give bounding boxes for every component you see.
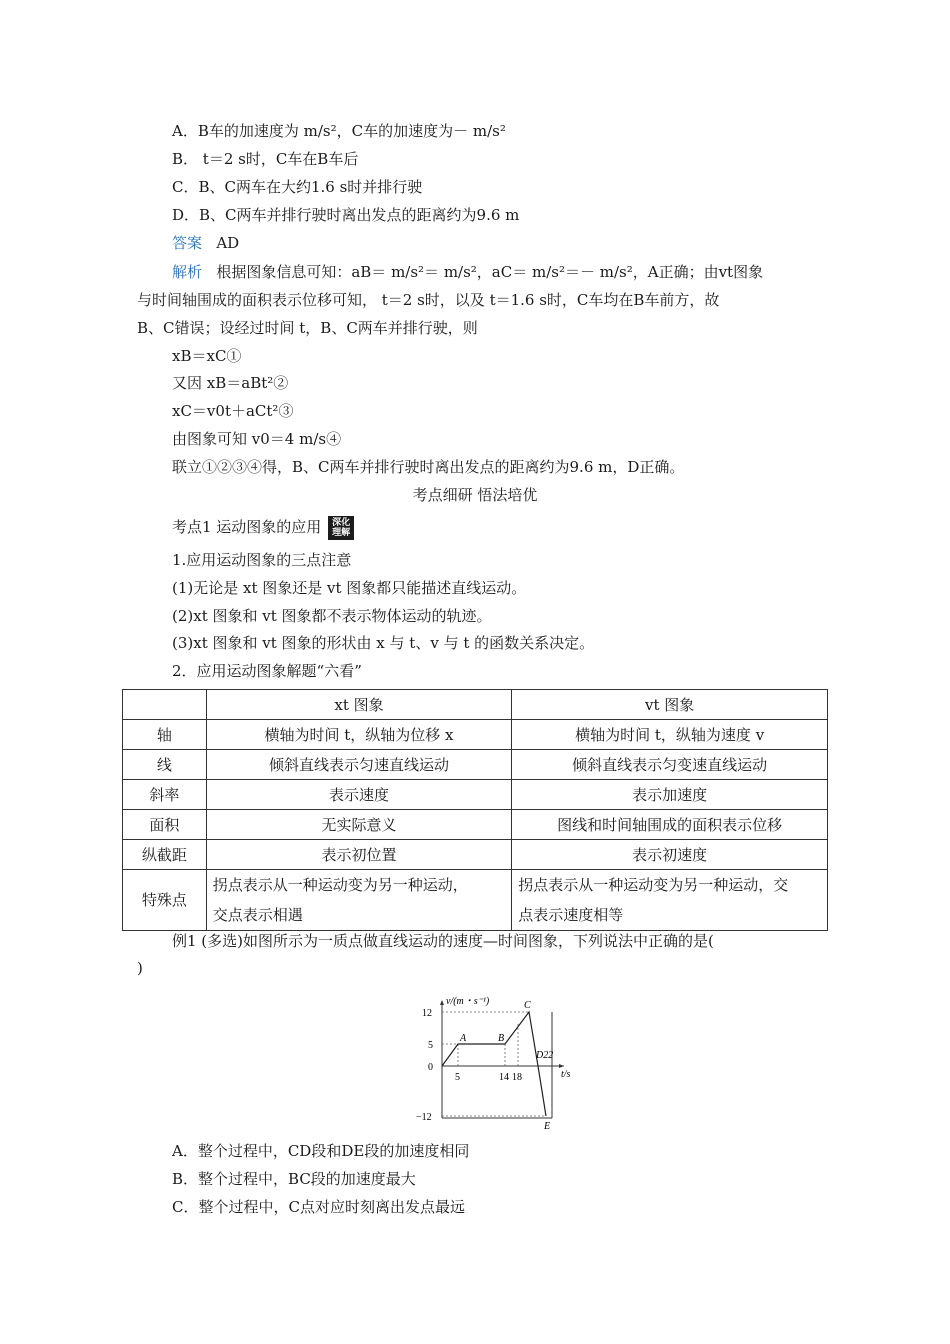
table-row — [123, 840, 828, 870]
ytick-minus12: −12 — [416, 1112, 432, 1123]
ytick-5: 5 — [428, 1040, 433, 1051]
option-d-top: D．B、C两车并排行驶时离出发点的距离约为9.6 m — [172, 206, 520, 224]
table-row — [123, 750, 828, 780]
table-header-row — [123, 690, 828, 720]
table-header-xt: xt 图象 — [206, 690, 512, 720]
badge-top: 深化 — [332, 518, 351, 528]
table-cell-xt: 横轴为时间 t，纵轴为位移 x — [206, 720, 512, 750]
point-a-label: A — [460, 1033, 467, 1044]
note-item-3: (3)xt 图象和 vt 图象的形状由 x 与 t、v 与 t 的函数关系决定。 — [172, 634, 595, 652]
topic-heading — [172, 516, 354, 540]
analysis-text-1: 根据图象信息可知：aB＝ m/s²＝ m/s²，aC＝ m/s²＝－ m/s²，A正确；由vt图象 — [216, 263, 764, 281]
table-cell-xt: 倾斜直线表示匀速直线运动 — [206, 750, 512, 780]
option-c-top: C．B、C两车在大约1.6 s时并排行驶 — [172, 178, 423, 196]
x-axis-label: t/s — [561, 1069, 571, 1080]
answer-label: 答案 — [172, 234, 203, 252]
equation-2: 又因 xB＝aBt²② — [172, 374, 289, 392]
xtick-14: 14 — [499, 1072, 509, 1083]
analysis-conclusion: 联立①②③④得，B、C两车并排行驶时离出发点的距离约为9.6 m，D正确。 — [172, 458, 685, 476]
answer-value: AD — [216, 234, 240, 252]
example-line-2: ) — [137, 959, 143, 977]
equation-1: xB＝xC① — [172, 347, 242, 365]
velocity-time-graph — [406, 994, 596, 1132]
table-cell-label: 线 — [123, 750, 207, 780]
answer-line — [172, 233, 239, 253]
table-cell-label: 面积 — [123, 810, 207, 840]
point-e-label: E — [544, 1121, 551, 1132]
table-row — [123, 810, 828, 840]
notes-title: 1.应用运动图象的三点注意 — [172, 551, 352, 569]
point-b-label: B — [498, 1033, 505, 1044]
badge-bottom: 理解 — [332, 528, 351, 538]
example-line-1: 例1 (多选)如图所示为一质点做直线运动的速度—时间图象，下列说法中正确的是( — [172, 932, 714, 950]
table-row — [123, 780, 828, 810]
topic-badge — [328, 516, 354, 540]
analysis-label: 解析 — [172, 263, 203, 281]
section-title: 考点细研 悟法培优 — [412, 486, 538, 504]
topic-label: 考点1 运动图象的应用 — [172, 518, 322, 536]
xtick-5: 5 — [455, 1072, 460, 1083]
table-cell-vt: 横轴为时间 t，纵轴为速度 v — [512, 720, 828, 750]
special-xt-line-1: 拐点表示从一种运动变为另一种运动， — [212, 876, 468, 894]
option-a-top: A．B车的加速度为 m/s²，C车的加速度为－ m/s² — [172, 122, 506, 140]
table-cell-xt: 表示速度 — [206, 780, 512, 810]
table-cell-label: 特殊点 — [123, 870, 207, 931]
notes-title-2: 2．应用运动图象解题“六看” — [172, 662, 362, 680]
table-cell-vt: 表示初速度 — [512, 840, 828, 870]
option-c-bottom: C．整个过程中，C点对应时刻离出发点最远 — [172, 1198, 465, 1216]
table-cell-vt — [512, 870, 828, 931]
point-d-label: D22 — [536, 1050, 554, 1061]
special-xt-line-2: 交点表示相遇 — [212, 906, 303, 924]
table-cell-label: 斜率 — [123, 780, 207, 810]
y-axis-label: v/(m・s⁻¹) — [446, 996, 490, 1007]
v-axis-arrow — [440, 1000, 444, 1005]
table-header-vt: vt 图象 — [512, 690, 828, 720]
option-b-top: B． t＝2 s时，C车在B车后 — [172, 150, 359, 168]
table-cell-vt: 表示加速度 — [512, 780, 828, 810]
table-cell-vt: 图线和时间轴围成的面积表示位移 — [512, 810, 828, 840]
point-c-label: C — [524, 1000, 531, 1011]
option-a-bottom: A．整个过程中，CD段和DE段的加速度相同 — [172, 1142, 470, 1160]
table-cell-xt: 无实际意义 — [206, 810, 512, 840]
table-row-special — [123, 870, 828, 931]
xtick-18: 18 — [512, 1072, 522, 1083]
equation-3: xC＝v0t＋aCt²③ — [172, 402, 294, 420]
note-item-2: (2)xt 图象和 vt 图象都不表示物体运动的轨迹。 — [172, 607, 492, 625]
table-cell-label: 轴 — [123, 720, 207, 750]
table-cell-xt: 表示初位置 — [206, 840, 512, 870]
equation-4: 由图象可知 v0＝4 m/s④ — [172, 430, 342, 448]
six-look-table — [122, 689, 828, 931]
table-row — [123, 720, 828, 750]
analysis-line-2: 与时间轴围成的面积表示位移可知， t＝2 s时，以及 t＝1.6 s时，C车均在B车前方，故 — [137, 291, 720, 309]
special-vt-line-1: 拐点表示从一种运动变为另一种运动，交 — [518, 876, 789, 894]
table-cell-label: 纵截距 — [123, 840, 207, 870]
note-item-1: (1)无论是 xt 图象还是 vt 图象都只能描述直线运动。 — [172, 579, 527, 597]
t-axis-arrow — [559, 1064, 564, 1068]
analysis-line-3: B、C错误；设经过时间 t，B、C两车并排行驶，则 — [137, 319, 478, 337]
table-header-empty — [123, 690, 207, 720]
special-vt-line-2: 点表示速度相等 — [518, 906, 624, 924]
table-cell-vt: 倾斜直线表示匀变速直线运动 — [512, 750, 828, 780]
ytick-0: 0 — [428, 1062, 433, 1073]
table-cell-xt — [206, 870, 512, 931]
option-b-bottom: B．整个过程中，BC段的加速度最大 — [172, 1170, 416, 1188]
ytick-12: 12 — [422, 1008, 432, 1019]
analysis-line-1 — [172, 262, 763, 282]
